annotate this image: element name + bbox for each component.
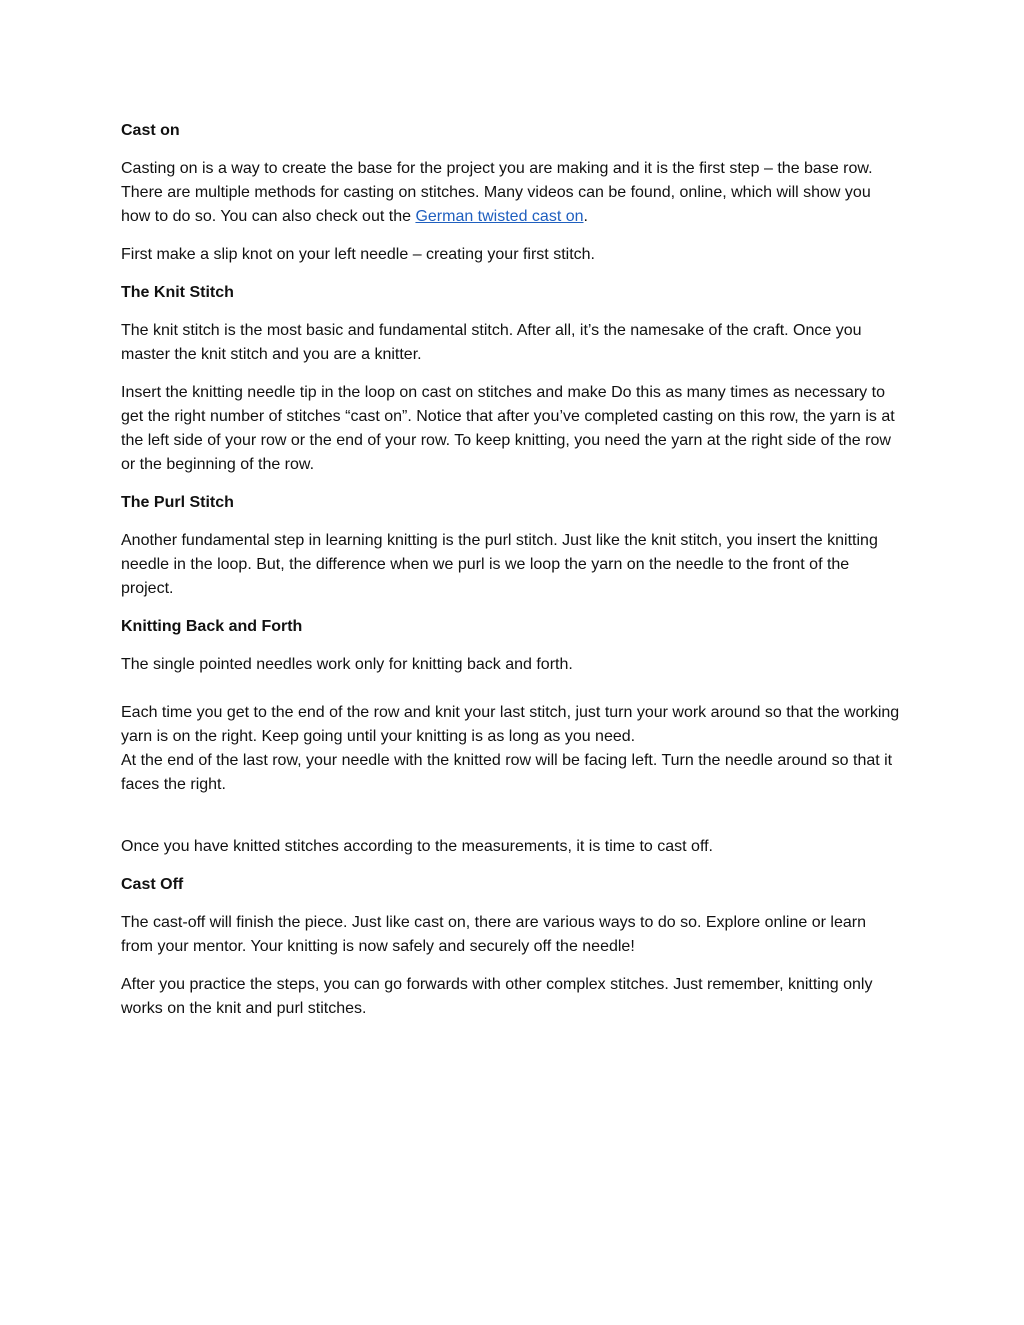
paragraph-slip-knot: First make a slip knot on your left needle – creating your first stitch. — [121, 246, 595, 263]
paragraph-knit-stitch-steps: Insert the knitting needle tip in the loop on cast on stitches and make Do this as many times as necessary to get the right number of stitches “cast on”. Notice that after you’ve completed casting on this row, the yarn is at the left side of your row or the end of your row. To keep knitting, you need the yarn at the right side of the row or the beginning of the row. — [121, 384, 895, 473]
document-page — [121, 119, 901, 1035]
paragraph-single-pointed: The single pointed needles work only for knitting back and forth. — [121, 656, 573, 673]
paragraph-text: . — [583, 208, 588, 225]
paragraph-text: Casting on is a way to create the base for the project you are making and it is the first step – the base row. There are multiple methods for casting on stitches. Many videos can be found, online, which will show you how to do so. You can also check out the — [121, 160, 873, 225]
heading-purl-stitch: The Purl Stitch — [121, 494, 234, 511]
paragraph-knit-stitch-intro: The knit stitch is the most basic and fundamental stitch. After all, it’s the namesake of the craft. Once you master the knit stitch and you are a knitter. — [121, 322, 862, 363]
heading-back-and-forth: Knitting Back and Forth — [121, 618, 303, 635]
blank-line — [121, 677, 901, 701]
paragraph-cast-off-finish: The cast-off will finish the piece. Just like cast on, there are various ways to do so. Explore online or learn from your mentor. Your knitting is now safely and securely off the needle! — [121, 914, 866, 955]
paragraph-practice: After you practice the steps, you can go forwards with other complex stitches. Just remember, knitting only works on the knit and purl stitches. — [121, 976, 873, 1017]
heading-cast-on: Cast on — [121, 122, 180, 139]
german-twisted-cast-on-link[interactable]: German twisted cast on — [415, 208, 584, 225]
paragraph-cast-off-time: Once you have knitted stitches according to the measurements, it is time to cast off. — [121, 838, 713, 855]
paragraph-cast-on-intro — [121, 157, 901, 229]
paragraph-turn-work: Each time you get to the end of the row and knit your last stitch, just turn your work around so that the working yarn is on the right. Keep going until your knitting is as long as you need. — [121, 704, 900, 745]
heading-knit-stitch: The Knit Stitch — [121, 284, 234, 301]
paragraph-purl-stitch: Another fundamental step in learning knitting is the purl stitch. Just like the knit stitch, you insert the knitting needle in the loop. But, the difference when we purl is we loop the yarn on the needle to the front of the project. — [121, 532, 878, 597]
blank-line — [121, 797, 901, 835]
heading-cast-off: Cast Off — [121, 876, 184, 893]
paragraph-last-row: At the end of the last row, your needle with the knitted row will be facing left. Turn the needle around so that it faces the right. — [121, 752, 893, 793]
